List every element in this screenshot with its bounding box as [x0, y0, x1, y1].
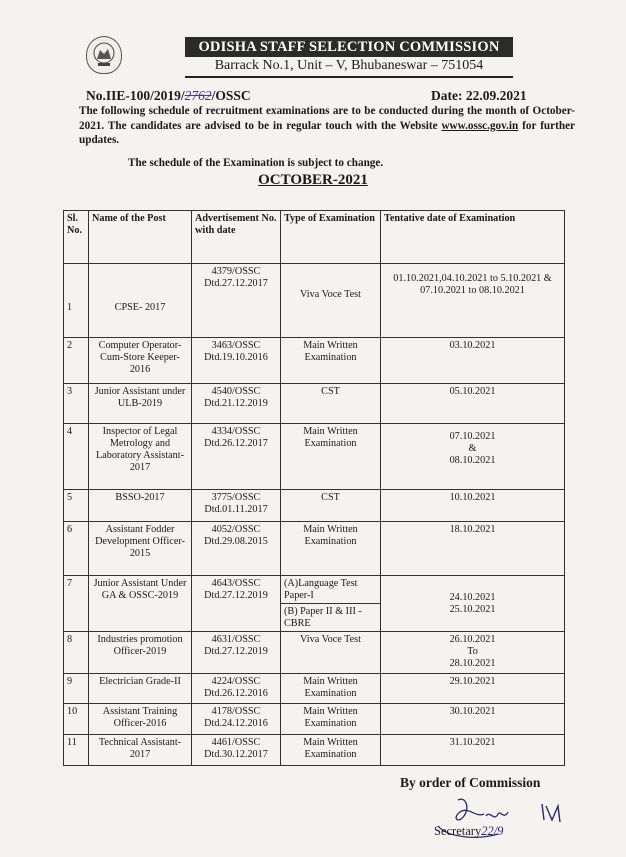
adv-date: Dtd.27.12.2019	[204, 590, 268, 601]
header-post: Name of the Post	[89, 211, 192, 264]
cell-post: CPSE- 2017	[89, 264, 192, 338]
cell-date	[381, 632, 565, 674]
adv-no: 4461/OSSC	[211, 737, 261, 748]
date-b: 25.10.2021	[449, 604, 496, 615]
cell-sl: 7	[64, 576, 89, 632]
date-b: To	[467, 646, 478, 657]
table-row	[64, 704, 565, 735]
table-row	[64, 735, 565, 766]
date-c: 28.10.2021	[449, 658, 496, 669]
cell-date: 10.10.2021	[381, 490, 565, 522]
cell-adv	[192, 490, 281, 522]
table-row	[64, 264, 565, 338]
org-name: ODISHA STAFF SELECTION COMMISSION	[185, 37, 513, 57]
cell-type: Main Written Examination	[281, 424, 381, 490]
table-row	[64, 522, 565, 576]
adv-date: Dtd.01.11.2017	[204, 504, 268, 515]
table-row	[64, 632, 565, 674]
cell-post: Assistant Fodder Development Officer-2015	[89, 522, 192, 576]
cell-post: Junior Assistant Under GA & OSSC-2019	[89, 576, 192, 632]
type-a: (A)Language Test Paper-I	[281, 576, 380, 604]
exam-schedule-table	[63, 210, 565, 766]
website-link[interactable]: www.ossc.gov.in	[441, 119, 519, 132]
date-a: 07.10.2021	[449, 431, 496, 442]
header-date: Tentative date of Examination	[381, 211, 565, 264]
ref-handwritten: 2762	[184, 88, 212, 103]
reference-number	[86, 88, 251, 104]
cell-adv	[192, 632, 281, 674]
cell-post: Industries promotion Officer-2019	[89, 632, 192, 674]
adv-no: 4178/OSSC	[211, 706, 261, 717]
adv-date: Dtd.26.12.2016	[204, 688, 268, 699]
cell-adv	[192, 338, 281, 384]
cell-sl: 6	[64, 522, 89, 576]
cell-type: Main Written Examination	[281, 704, 381, 735]
cell-date	[381, 576, 565, 632]
secretary-text: Secretary	[434, 824, 482, 838]
cell-post: Assistant Training Officer-2016	[89, 704, 192, 735]
adv-no: 4631/OSSC	[211, 634, 261, 645]
secretary-label	[434, 824, 503, 839]
adv-no: 4224/OSSC	[211, 676, 261, 687]
ref-prefix: No.IIE-100/2019/	[86, 88, 185, 103]
cell-type: Main Written Examination	[281, 522, 381, 576]
cell-adv	[192, 735, 281, 766]
letter-date: Date: 22.09.2021	[431, 88, 527, 103]
by-order-text: By order of Commission	[400, 775, 541, 790]
adv-date: Dtd.24.12.2016	[204, 718, 268, 729]
cell-adv	[192, 424, 281, 490]
intro-paragraph	[79, 104, 575, 148]
ref-suffix: /OSSC	[211, 88, 251, 103]
header-type: Type of Examination	[281, 211, 381, 264]
cell-type: Viva Voce Test	[281, 632, 381, 674]
table-row	[64, 576, 565, 632]
intro-text-2: for further updates.	[79, 119, 575, 146]
cell-date: 30.10.2021	[381, 704, 565, 735]
date-a: 26.10.2021	[449, 634, 496, 645]
cell-type	[281, 576, 381, 632]
cell-date: 18.10.2021	[381, 522, 565, 576]
cell-sl: 9	[64, 674, 89, 704]
cell-post: Technical Assistant-2017	[89, 735, 192, 766]
type-b: (B) Paper II & III - CBRE	[284, 606, 362, 629]
cell-date: 05.10.2021	[381, 384, 565, 424]
intro-text-1: The following schedule of recruitment examinations are to be conducted during the month of October-2021. The candidates are advised to be in regular touch with the Website	[79, 105, 575, 132]
adv-date: Dtd.27.12.2017	[204, 278, 268, 289]
cell-type: CST	[281, 490, 381, 522]
cell-date	[381, 424, 565, 490]
cell-sl: 2	[64, 338, 89, 384]
date-b: &	[468, 443, 477, 454]
month-title: OCTOBER-2021	[258, 172, 368, 188]
cell-sl: 1	[64, 264, 89, 338]
table-row	[64, 424, 565, 490]
header-sl: Sl. No.	[64, 211, 89, 264]
cell-type: CST	[281, 384, 381, 424]
cell-date: 01.10.2021,04.10.2021 to 5.10.2021 & 07.10.2021 to 08.10.2021	[381, 264, 565, 338]
table-row	[64, 384, 565, 424]
cell-post: BSSO-2017	[89, 490, 192, 522]
cell-post: Junior Assistant under ULB-2019	[89, 384, 192, 424]
header-adv: Advertisement No. with date	[192, 211, 281, 264]
cell-adv	[192, 384, 281, 424]
adv-no: 4334/OSSC	[211, 426, 261, 437]
cell-sl: 4	[64, 424, 89, 490]
cell-type: Main Written Examination	[281, 735, 381, 766]
cell-sl: 5	[64, 490, 89, 522]
signature-date: 22/9	[481, 824, 504, 838]
adv-date: Dtd.19.10.2016	[204, 352, 268, 363]
header-rule	[185, 76, 513, 78]
cell-date: 03.10.2021	[381, 338, 565, 384]
adv-no: 3775/OSSC	[211, 492, 261, 503]
cell-post: Computer Operator-Cum-Store Keeper-2016	[89, 338, 192, 384]
cell-adv	[192, 674, 281, 704]
cell-sl: 3	[64, 384, 89, 424]
cell-adv	[192, 576, 281, 632]
cell-post: Inspector of Legal Metrology and Laboratory Assistant-2017	[89, 424, 192, 490]
cell-type: Main Written Examination	[281, 674, 381, 704]
cell-adv	[192, 522, 281, 576]
letterhead	[185, 37, 513, 78]
table-header-row	[64, 211, 565, 264]
cell-type: Main Written Examination	[281, 338, 381, 384]
adv-no: 4052/OSSC	[211, 524, 261, 535]
org-address: Barrack No.1, Unit – V, Bhubaneswar – 751054	[214, 58, 484, 73]
adv-date: Dtd.26.12.2017	[204, 438, 268, 449]
table-row	[64, 490, 565, 522]
schedule-note: The schedule of the Examination is subject to change.	[128, 157, 384, 169]
adv-date: Dtd.30.12.2017	[204, 749, 268, 760]
adv-no: 4643/OSSC	[211, 578, 261, 589]
adv-no: 4379/OSSC	[211, 266, 261, 277]
adv-no: 3463/OSSC	[211, 340, 261, 351]
odisha-emblem-icon	[86, 36, 122, 74]
table-row	[64, 338, 565, 384]
cell-adv	[192, 704, 281, 735]
adv-date: Dtd.29.08.2015	[204, 536, 268, 547]
table-row	[64, 674, 565, 704]
cell-post: Electrician Grade-II	[89, 674, 192, 704]
cell-adv	[192, 264, 281, 338]
adv-no: 4540/OSSC	[211, 386, 261, 397]
adv-date: Dtd.21.12.2019	[204, 398, 268, 409]
cell-sl: 11	[64, 735, 89, 766]
date-a: 24.10.2021	[449, 592, 496, 603]
date-c: 08.10.2021	[449, 455, 496, 466]
cell-type: Viva Voce Test	[281, 264, 381, 338]
cell-date: 31.10.2021	[381, 735, 565, 766]
cell-date: 29.10.2021	[381, 674, 565, 704]
cell-sl: 8	[64, 632, 89, 674]
adv-date: Dtd.27.12.2019	[204, 646, 268, 657]
cell-sl: 10	[64, 704, 89, 735]
